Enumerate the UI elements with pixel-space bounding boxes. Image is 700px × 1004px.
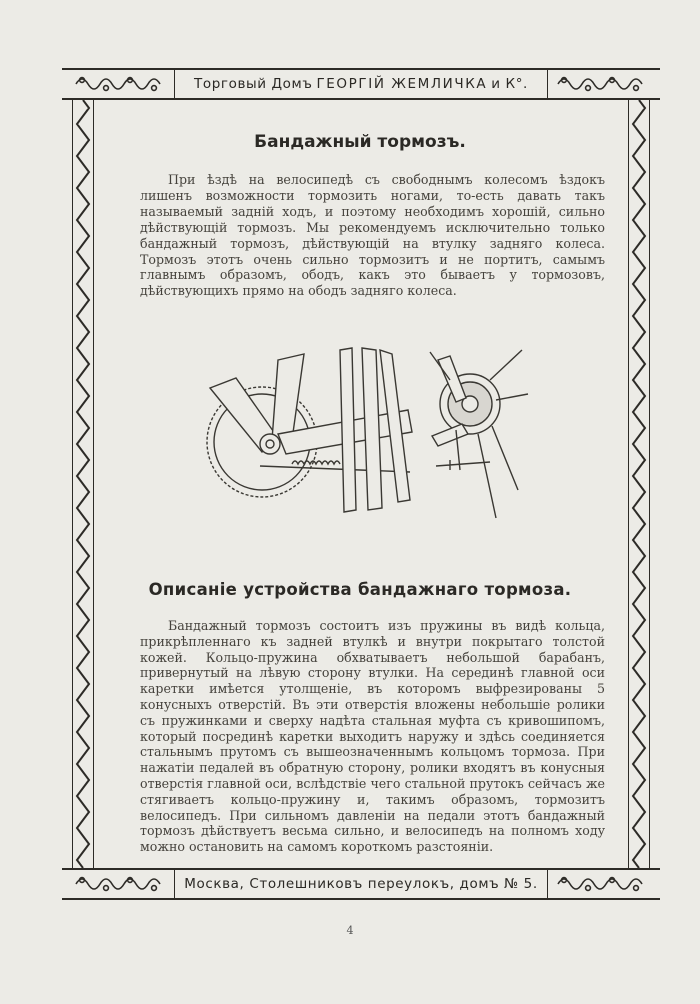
floral-ornament-icon	[70, 872, 170, 896]
footer-bar	[62, 868, 660, 900]
header-text	[174, 70, 548, 98]
right-border-ornament	[628, 100, 650, 868]
header-suffix: и К°.	[491, 76, 528, 92]
left-border-ornament	[72, 100, 94, 868]
page-number: 4	[346, 924, 354, 937]
brake-illustration	[200, 340, 530, 520]
header-prefix: Торговый Домъ	[194, 76, 313, 92]
floral-ornament-icon	[552, 872, 652, 896]
header-bar	[62, 68, 660, 100]
floral-ornament-icon	[552, 72, 652, 96]
floral-ornament-icon	[70, 72, 170, 96]
section-title-brake: Бандажный тормозъ.	[254, 132, 466, 152]
header-brand: ГЕОРГIЙ ЖЕМЛИЧКА	[316, 76, 488, 92]
section-title-description: Описанiе устройства бандажнаго тормоза.	[148, 580, 572, 599]
brake-description-paragraph: Бандажный тормозъ состоитъ изъ пружины въ видѣ кольца, прикрѣпленнаго къ задней втулкѣ и внутри покрытаго толстой кожей. Кольцо-пружина обхватываетъ небольшой барабанъ, привернутый на лѣвую сторону втулки. На серединѣ главной оси каретки имѣется утолщенiе, въ которомъ выфрезированы 5 конусныхъ отверстiй. Въ эти отверстiя вложены небольшiе ролики съ пружинками и сверху надѣта стальная муфта съ кривошипомъ, который посрединѣ каретки выходитъ наружу и здѣсь соединяется стальнымъ прутомъ съ вышеозначеннымъ кольцомъ тормоза. При нажатiи педалей въ обратную сторону, ролики входятъ въ конусныя отверстiя главной оси, вслѣдствiе чего стальной прутокъ сейчасъ же стягиваетъ кольцо-пружину и, такимъ образомъ, тормозитъ велосипедъ. При сильномъ давленiи на педали этотъ бандажный тормозъ дѣйствуетъ весьма сильно, и велосипедъ на полномъ ходу можно остановить на самомъ короткомъ разстоянiи.	[140, 618, 605, 855]
footer-address: Москва, Столешниковъ переулокъ, домъ № 5.	[174, 870, 548, 898]
brake-intro-paragraph: При ѣздѣ на велосипедѣ съ свободнымъ колесомъ ѣздокъ лишенъ возможности тормозить ногами, то-есть давать такъ называемый заднiй ходъ, и поэтому необходимъ хорошiй, сильно дѣйствующiй тормозъ. Мы рекомендуемъ исключительно только бандажный тормозъ, дѣйствующiй на втулку задняго колеса. Тормозъ этотъ очень сильно тормозитъ и не портитъ, самымъ главнымъ образомъ, ободъ, какъ это бываетъ у тормозовъ, дѣйствующихъ прямо на ободъ задняго колеса.	[140, 172, 605, 299]
